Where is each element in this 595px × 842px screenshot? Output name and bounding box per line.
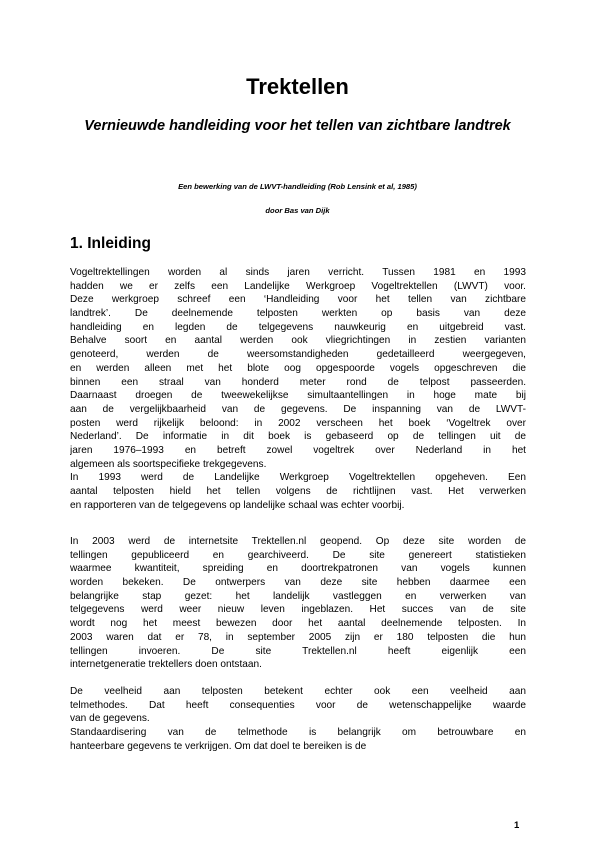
paragraph-3 [70, 685, 526, 753]
text-line: wordt nog het meest bewezen door het aantal deelnemende telposten. In [70, 618, 526, 630]
page-number: 1 [514, 820, 520, 831]
text-line: belangrijke stap gezet: het landelijk vastleggen en verwerken van [70, 590, 526, 602]
text-line: telgegevens werd weer nieuw leven ingeblazen. Het succes van de site [70, 604, 526, 616]
text-line: De veelheid aan telposten betekent echter ook een veelheid aan [70, 686, 526, 697]
text-line: Behalve soort en aantal werden ook vliegrichtingen in zestien varianten [70, 335, 526, 347]
text-line: Daarnaast droegen de tweewekelijkse simultaantellingen in hoge mate bij [70, 390, 526, 402]
section-heading: 1. Inleiding [70, 235, 151, 252]
text-line: internetgeneratie trektellers doen ontstaan. [70, 659, 262, 671]
text-line: telmethodes. Dat heeft consequenties voor de wetenschappelijke waarde [70, 699, 526, 711]
text-line: Nederland’. De informatie in dit boek is gebaseerd op de tellingen uit de [70, 431, 526, 443]
document-subtitle: Vernieuwde handleiding voor het tellen van zichtbare landtrek [84, 118, 511, 134]
text-line: landtrek’. De deelnemende telposten werkten op basis van deze [70, 308, 526, 320]
paragraph-2 [70, 535, 526, 672]
text-line: In 1993 werd de Landelijke Werkgroep Vogeltrektellen opgeheven. Een [70, 472, 526, 484]
text-line: Standaardisering van de telmethode is belangrijk om betrouwbare en [70, 727, 526, 739]
text-line: hadden we er zelfs een Landelijke Werkgroep Vogeltrektellen (LWVT) voor. [70, 280, 526, 292]
text-line: posten werd rijkelijk beloond: in 2002 verscheen het boek ‘Vogeltrek over [70, 417, 526, 429]
text-line: en rapporteren van de telgegevens op landelijke schaal was echter voorbij. [70, 499, 405, 511]
text-line: waarmee kwantiteit, spreiding en doortrekpatronen van vogels kunnen [70, 563, 526, 575]
text-line: aan de vergelijkbaarheid van de gegevens. De inspanning van de LWVT- [70, 403, 526, 415]
text-line: Deze werkgroep schreef een ‘Handleiding voor het tellen van zichtbare [70, 294, 526, 306]
text-line: en werden alleen met het blote oog opgespoorde vogels opgeschreven die [70, 362, 526, 374]
paragraph-1 [70, 266, 526, 512]
text-line: 2003 waren dat er 78, in september 2005 zijn er 180 telposten die hun [70, 631, 526, 643]
text-line: In 2003 werd de internetsite Trektellen.nl geopend. Op deze site worden de [70, 536, 526, 547]
document-title: Trektellen [246, 74, 349, 99]
text-line: tellingen invoeren. De site Trektellen.nl heeft eigenlijk een [70, 645, 526, 657]
text-line: genoteerd, werden de weersomstandigheden gedetailleerd weergegeven, [70, 349, 526, 361]
text-line: algemeen als soortspecifieke trekgegevens. [70, 458, 267, 470]
author-line: door Bas van Dijk [265, 206, 330, 215]
text-line: aantal telposten hield het tellen volgens de richtlijnen vast. Het verwerken [70, 486, 526, 497]
text-line: worden bekeken. De ontwerpers van deze site hebben daarmee een [70, 577, 526, 589]
text-line: jaren 1976–1993 en betreft zowel vogeltrek over Nederland in het [70, 444, 526, 456]
text-line: tellingen gepubliceerd en gearchiveerd. De site genereert statistieken [70, 549, 526, 561]
text-line: van de gegevens. [70, 713, 150, 725]
text-line: binnen een straal van honderd meter rond de telpost passeerden. [70, 376, 526, 388]
text-line: hanteerbare gegevens te verkrijgen. Om dat doel te bereiken is de [70, 740, 367, 752]
text-line: handleiding en legden de telgegevens nauwkeurig en uitgebreid vast. [70, 321, 526, 333]
text-line: Vogeltrektellingen worden al sinds jaren verricht. Tussen 1981 en 1993 [70, 267, 526, 278]
credit-line: Een bewerking van de LWVT-handleiding (Rob Lensink et al, 1985) [178, 182, 417, 191]
